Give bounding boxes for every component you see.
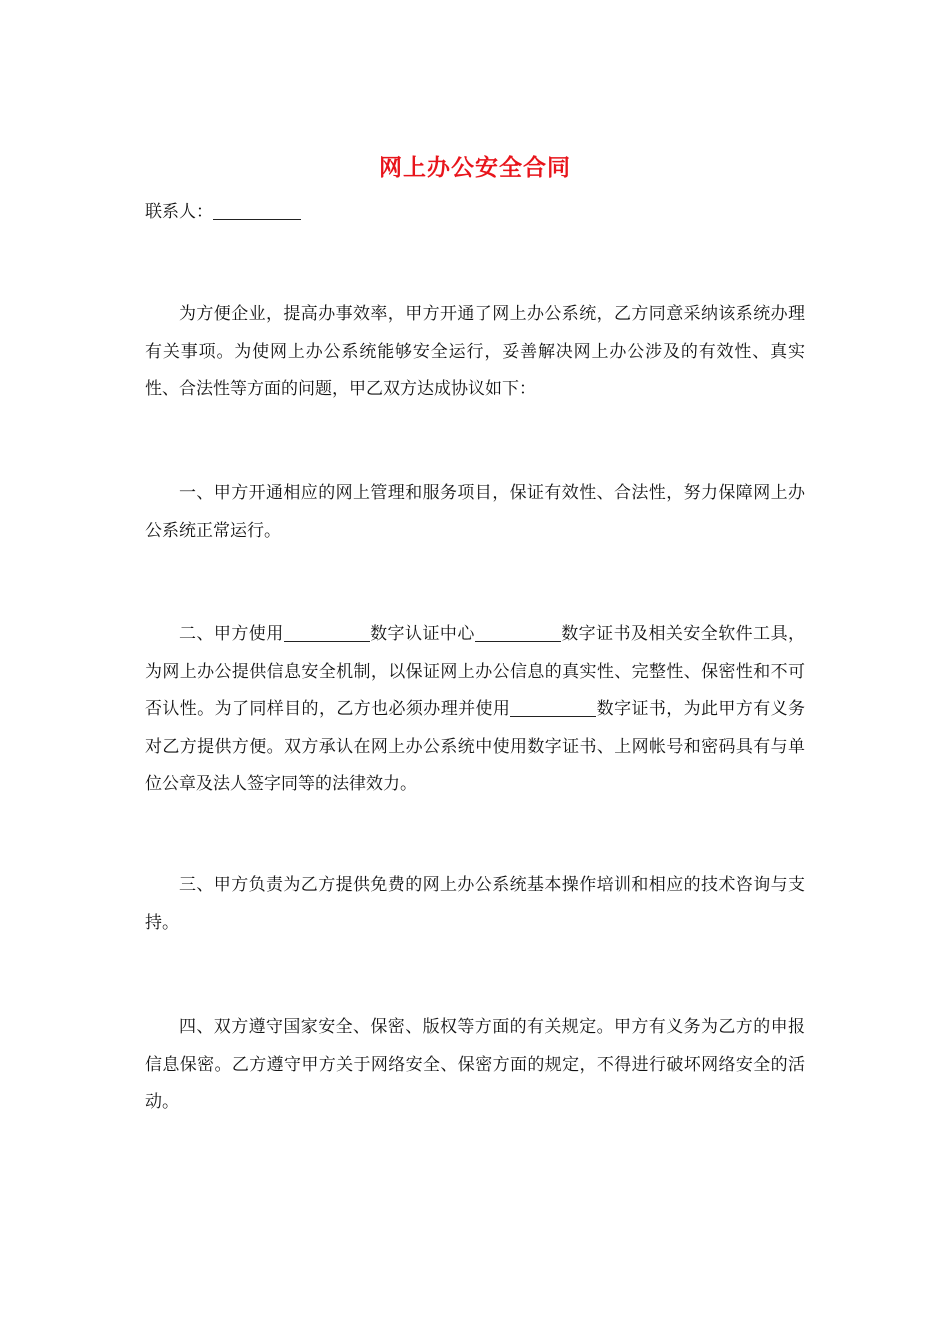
contact-label: 联系人： — [145, 202, 213, 222]
contact-blank — [213, 202, 301, 220]
document-title: 网上办公安全合同 — [379, 154, 571, 181]
clause-1: 一、甲方开通相应的网上管理和服务项目，保证有效性、合法性，努力保障网上办公系统正常运行。 — [145, 483, 805, 541]
clause-2-blank-1 — [284, 624, 370, 642]
clause-2-part-3: 数字证书及相关安全软件工具，为网上办公提供信息安全机制，以保证网上办公信息的真实性、完整性、保密性和不可否认性。为了同样目的，乙方也必须办理并使用 — [145, 624, 806, 719]
clause-3: 三、甲方负责为乙方提供免费的网上办公系统基本操作培训和相应的技术咨询与支持。 — [145, 875, 805, 933]
clause-2-part-4: 数字证书，为此甲方有义务对乙方提供方便。双方承认在网上办公系统中使用数字证书、上网帐号和密码具有与单位公章及法人签字同等的法律效力。 — [145, 699, 806, 794]
intro-paragraph: 为方便企业，提高办事效率，甲方开通了网上办公系统，乙方同意采纳该系统办理有关事项。为使网上办公系统能够安全运行，妥善解决网上办公涉及的有效性、真实性、合法性等方面的问题，甲乙双方达成协议如下： — [145, 304, 805, 399]
clause-2-blank-3 — [510, 699, 596, 717]
clause-2-part-2: 数字认证中心 — [369, 624, 475, 644]
clause-2 — [145, 616, 805, 804]
clause-2-part-1: 二、甲方使用 — [179, 624, 284, 644]
clause-2-blank-2 — [475, 624, 561, 642]
contact-line — [145, 196, 301, 228]
clause-4: 四、双方遵守国家安全、保密、版权等方面的有关规定。甲方有义务为乙方的申报信息保密。乙方遵守甲方关于网络安全、保密方面的规定，不得进行破坏网络安全的活动。 — [145, 1017, 805, 1112]
